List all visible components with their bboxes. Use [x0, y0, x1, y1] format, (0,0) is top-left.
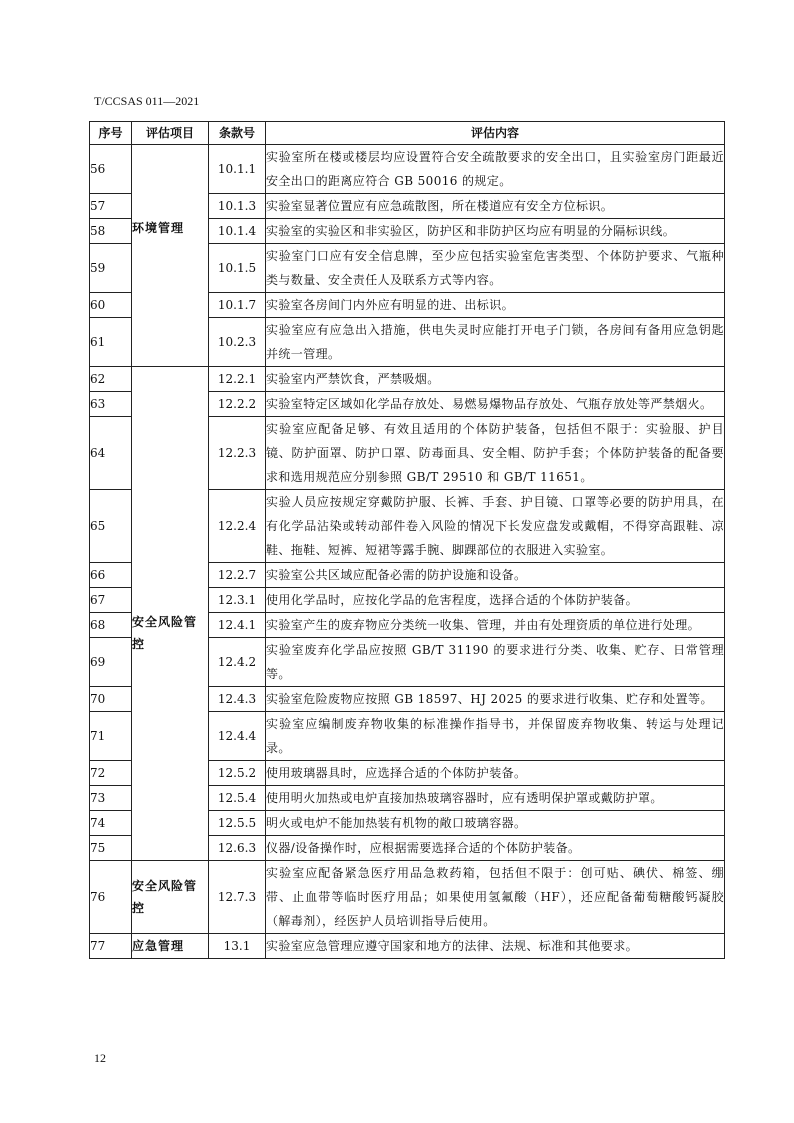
- row-content: 实验室应急管理应遵守国家和地方的法律、法规、标准和其他要求。: [266, 934, 725, 959]
- row-seq: 66: [90, 563, 132, 588]
- row-seq: 65: [90, 490, 132, 563]
- row-seq: 68: [90, 613, 132, 638]
- document-code: T/CCSAS 011—2021: [94, 94, 200, 108]
- row-content: 实验室内严禁饮食，严禁吸烟。: [266, 367, 725, 392]
- row-seq: 56: [90, 145, 132, 194]
- row-seq: 57: [90, 194, 132, 219]
- row-content: 实验室公共区域应配备必需的防护设施和设备。: [266, 563, 725, 588]
- row-seq: 71: [90, 712, 132, 761]
- row-content: 实验室危险废物应按照 GB 18597、HJ 2025 的要求进行收集、贮存和处置等。: [266, 687, 725, 712]
- row-content: 实验人员应按规定穿戴防护服、长裤、手套、护目镜、口罩等必要的防护用具，在有化学品沾染或转动部件卷入风险的情况下长发应盘发或戴帽，不得穿高跟鞋、凉鞋、拖鞋、短裤、短裙等露手腕、脚踝部位的衣服进入实验室。: [266, 490, 725, 563]
- row-clause: 12.7.3: [209, 861, 266, 934]
- table-row: [90, 145, 725, 194]
- row-clause: 12.4.4: [209, 712, 266, 761]
- row-seq: 61: [90, 318, 132, 367]
- row-content: 使用化学品时，应按化学品的危害程度，选择合适的个体防护装备。: [266, 588, 725, 613]
- row-seq: 63: [90, 392, 132, 417]
- row-content: 实验室应有应急出入措施，供电失灵时应能打开电子门锁，各房间有备用应急钥匙并统一管理。: [266, 318, 725, 367]
- row-clause: 12.2.3: [209, 417, 266, 490]
- row-seq: 59: [90, 244, 132, 293]
- page-number: 12: [94, 1051, 106, 1065]
- row-seq: 69: [90, 638, 132, 687]
- row-content: 实验室特定区域如化学品存放处、易燃易爆物品存放处、气瓶存放处等严禁烟火。: [266, 392, 725, 417]
- row-content: 实验室废弃化学品应按照 GB/T 31190 的要求进行分类、收集、贮存、日常管理等。: [266, 638, 725, 687]
- row-seq: 64: [90, 417, 132, 490]
- row-clause: 12.4.2: [209, 638, 266, 687]
- row-seq: 77: [90, 934, 132, 959]
- table-row: [90, 367, 725, 392]
- row-clause: 10.2.3: [209, 318, 266, 367]
- row-clause: 10.1.4: [209, 219, 266, 244]
- row-clause: 12.3.1: [209, 588, 266, 613]
- group-safety-risk-control: [132, 367, 209, 861]
- row-content: 实验室门口应有安全信息牌，至少应包括实验室危害类型、个体防护要求、气瓶种类与数量、安全责任人及联系方式等内容。: [266, 244, 725, 293]
- row-clause: 12.2.7: [209, 563, 266, 588]
- row-clause: 12.5.2: [209, 761, 266, 786]
- row-content: 明火或电炉不能加热装有机物的敞口玻璃容器。: [266, 811, 725, 836]
- column-header-clause: 条款号: [209, 122, 266, 145]
- table-row: [90, 934, 725, 959]
- row-content: 实验室所在楼或楼层均应设置符合安全疏散要求的安全出口，且实验室房门距最近安全出口的距离应符合 GB 50016 的规定。: [266, 145, 725, 194]
- group-label: 安全风险管控: [132, 615, 198, 651]
- row-seq: 72: [90, 761, 132, 786]
- row-clause: 12.6.3: [209, 836, 266, 861]
- row-content: 实验室应配备紧急医疗用品急救药箱，包括但不限于：创可贴、碘伏、棉签、绷带、止血带等临时医疗用品；如果使用氢氟酸（HF），还应配备葡萄糖酸钙凝胶（解毒剂），经医护人员培训指导后使用。: [266, 861, 725, 934]
- group-emergency-management: 应急管理: [132, 934, 209, 959]
- group-environment-management: [132, 145, 209, 367]
- row-clause: 12.5.4: [209, 786, 266, 811]
- row-clause: 12.2.1: [209, 367, 266, 392]
- row-seq: 73: [90, 786, 132, 811]
- row-clause: 12.2.2: [209, 392, 266, 417]
- row-content: 实验室各房间门内外应有明显的进、出标识。: [266, 293, 725, 318]
- row-clause: 12.4.1: [209, 613, 266, 638]
- row-seq: 67: [90, 588, 132, 613]
- row-clause: 10.1.1: [209, 145, 266, 194]
- row-clause: 12.4.3: [209, 687, 266, 712]
- group-safety-risk-control-2: 安全风险管控: [132, 861, 209, 934]
- row-clause: 10.1.7: [209, 293, 266, 318]
- row-content: 实验室应编制废弃物收集的标准操作指导书，并保留废弃物收集、转运与处理记录。: [266, 712, 725, 761]
- row-seq: 76: [90, 861, 132, 934]
- row-clause: 10.1.5: [209, 244, 266, 293]
- column-header-seq: 序号: [90, 122, 132, 145]
- table-header-row: [90, 122, 725, 145]
- group-label: 环境管理: [132, 221, 185, 235]
- row-content: 实验室应配备足够、有效且适用的个体防护装备，包括但不限于：实验服、护目镜、防护面罩、防护口罩、防毒面具、安全帽、防护手套；个体防护装备的配备要求和选用规范应分别参照 GB/T 29510 和 GB/T 11651。: [266, 417, 725, 490]
- row-content: 实验室产生的废弃物应分类统一收集、管理，并由有处理资质的单位进行处理。: [266, 613, 725, 638]
- row-clause: 13.1: [209, 934, 266, 959]
- row-content: 使用玻璃器具时，应选择合适的个体防护装备。: [266, 761, 725, 786]
- column-header-item: 评估项目: [132, 122, 209, 145]
- row-seq: 62: [90, 367, 132, 392]
- row-seq: 75: [90, 836, 132, 861]
- evaluation-table: [89, 121, 725, 959]
- row-content: 仪器/设备操作时，应根据需要选择合适的个体防护装备。: [266, 836, 725, 861]
- row-content: 使用明火加热或电炉直接加热玻璃容器时，应有透明保护罩或戴防护罩。: [266, 786, 725, 811]
- row-clause: 12.2.4: [209, 490, 266, 563]
- row-clause: 10.1.3: [209, 194, 266, 219]
- column-header-content: 评估内容: [266, 122, 725, 145]
- row-content: 实验室显著位置应有应急疏散图，所在楼道应有安全方位标识。: [266, 194, 725, 219]
- row-content: 实验室的实验区和非实验区，防护区和非防护区均应有明显的分隔标识线。: [266, 219, 725, 244]
- row-seq: 60: [90, 293, 132, 318]
- row-seq: 70: [90, 687, 132, 712]
- row-seq: 74: [90, 811, 132, 836]
- table-row: [90, 861, 725, 934]
- row-seq: 58: [90, 219, 132, 244]
- row-clause: 12.5.5: [209, 811, 266, 836]
